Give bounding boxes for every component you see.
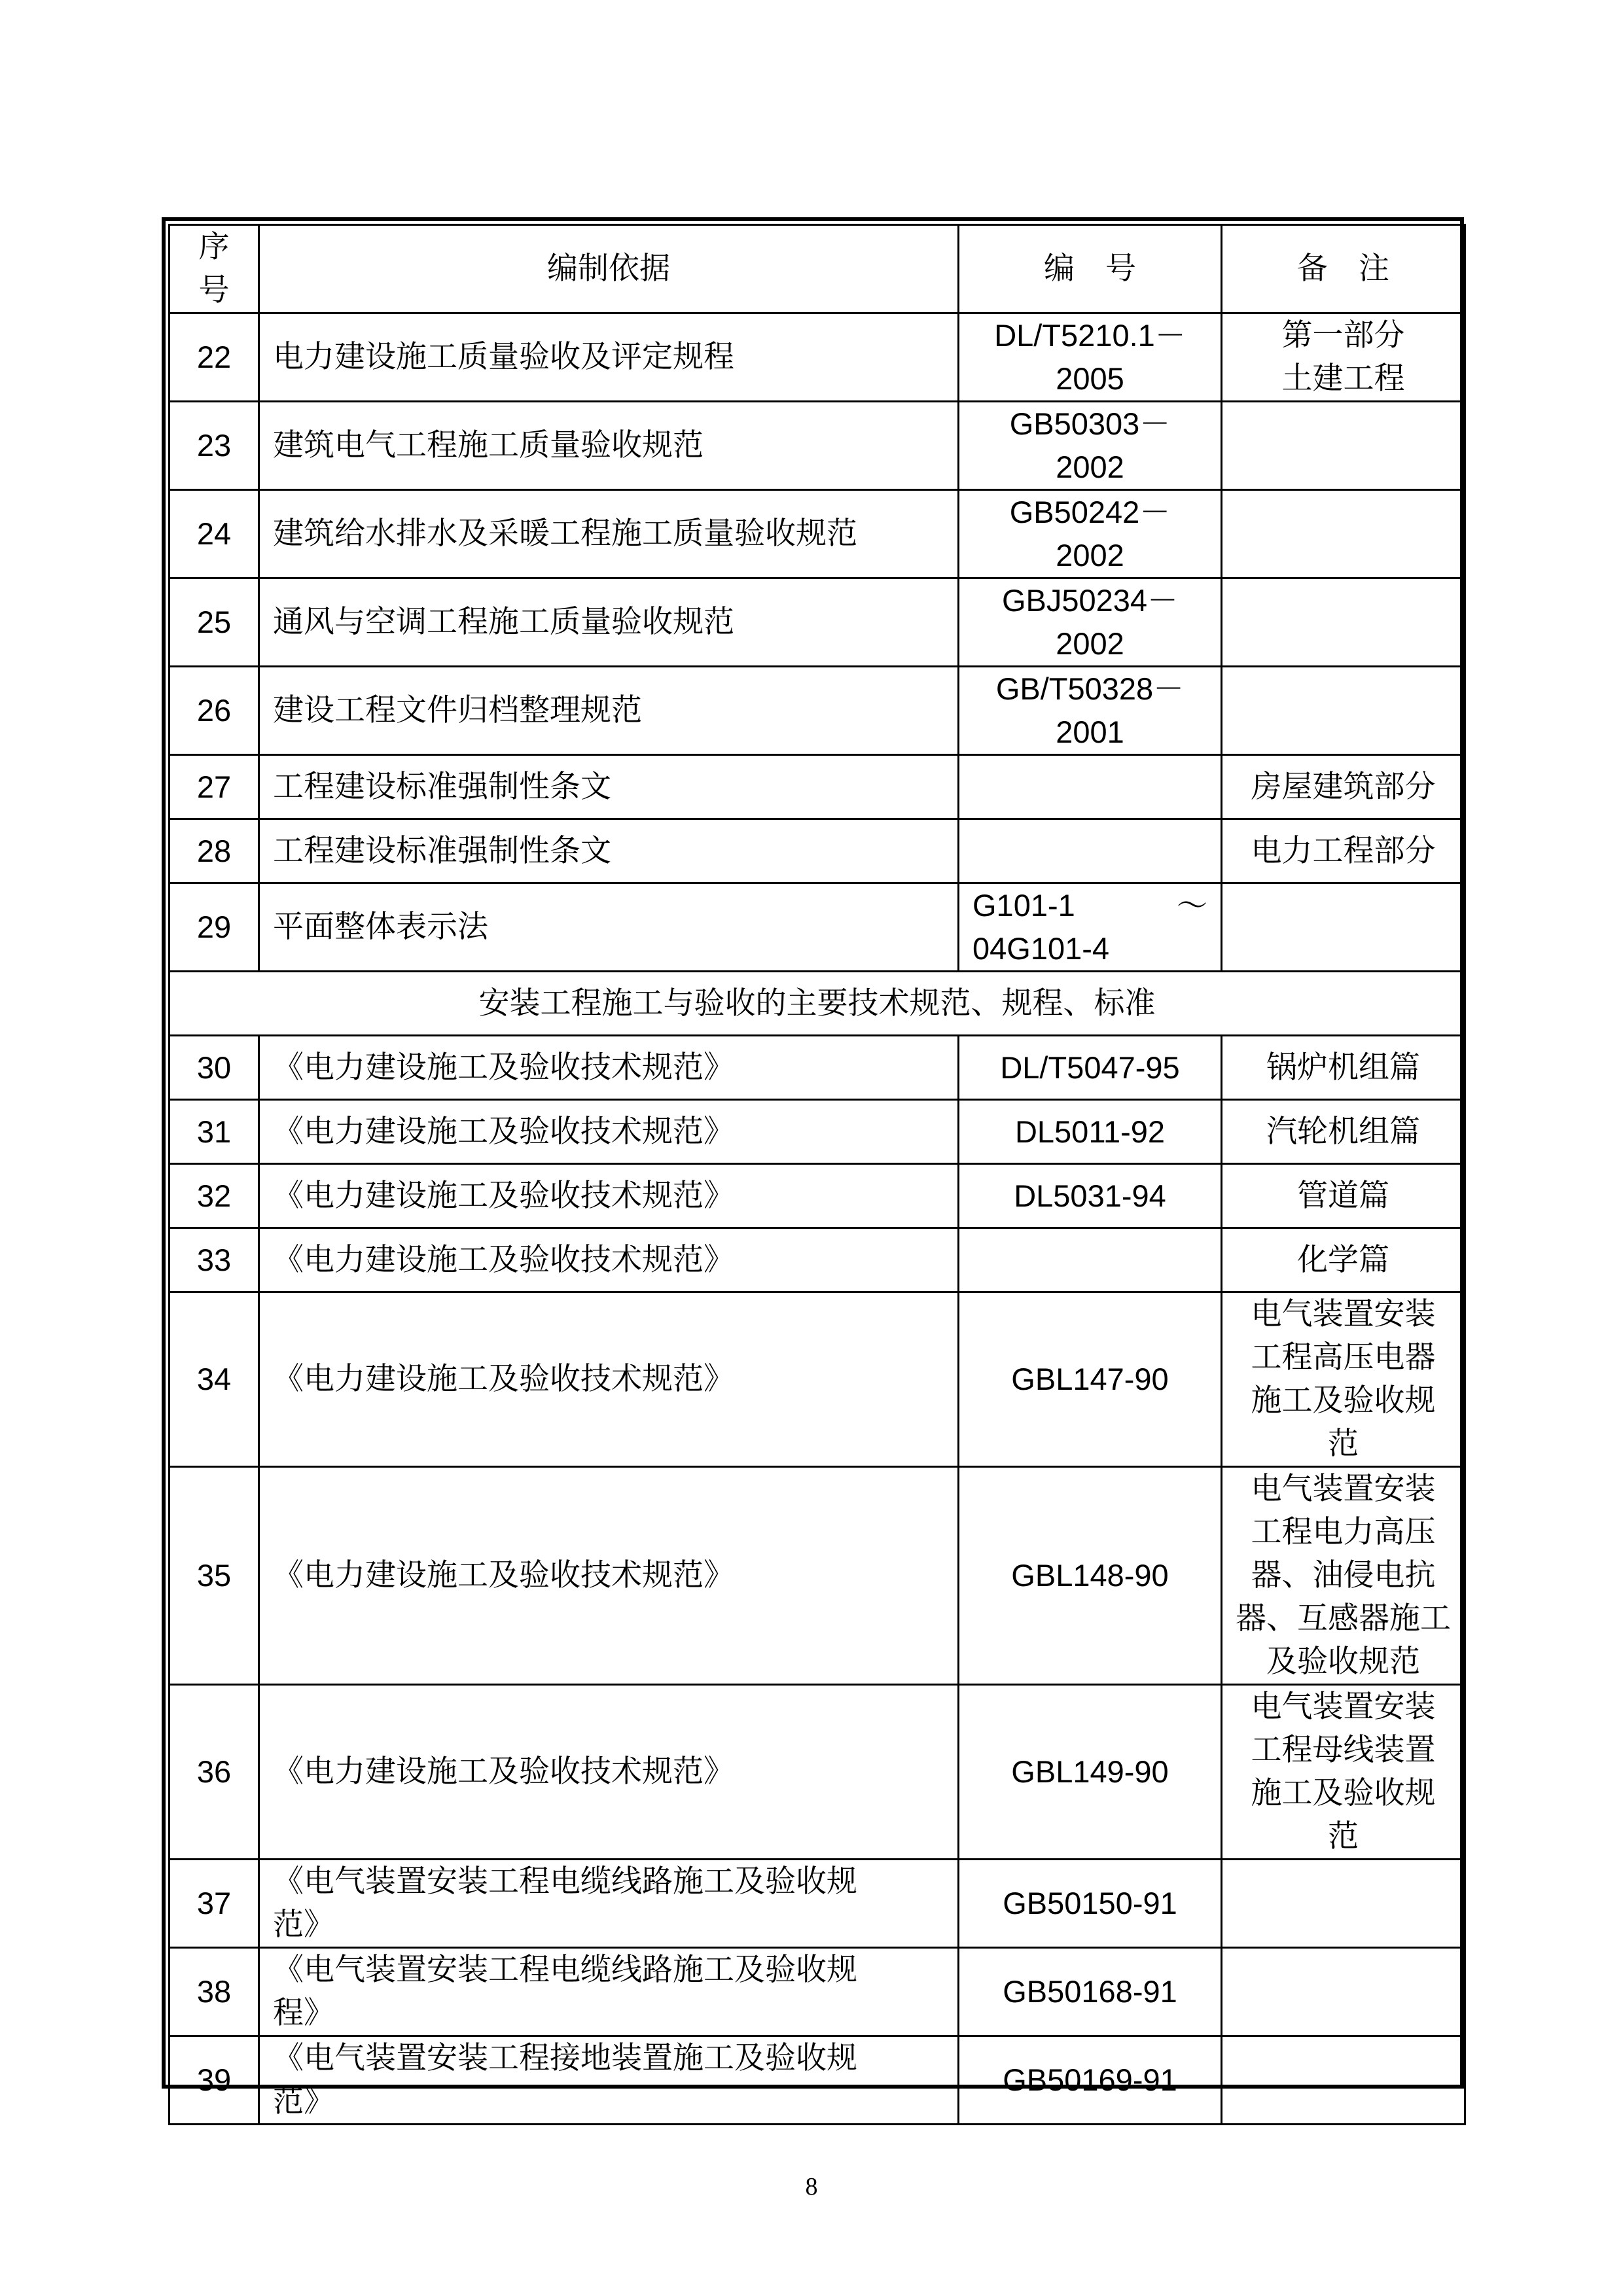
row-note: 锅炉机组篇 (1222, 1036, 1465, 1100)
header-note: 备 注 (1222, 225, 1465, 313)
row-name: 建筑给水排水及采暖工程施工质量验收规范 (259, 490, 959, 578)
table-row (169, 578, 1465, 667)
table-row (169, 1164, 1465, 1228)
row-no: 34 (169, 1292, 259, 1467)
row-no: 30 (169, 1036, 259, 1100)
row-no: 36 (169, 1685, 259, 1860)
row-code (959, 819, 1222, 883)
table-row (169, 402, 1465, 490)
row-no: 25 (169, 578, 259, 667)
row-no: 37 (169, 1860, 259, 1948)
row-note: 第一部分 土建工程 (1222, 313, 1465, 402)
table-row (169, 490, 1465, 578)
row-name: 通风与空调工程施工质量验收规范 (259, 578, 959, 667)
row-note: 电力工程部分 (1222, 819, 1465, 883)
row-name: 《电气装置安装工程电缆线路施工及验收规 程》 (259, 1948, 959, 2036)
row-no: 33 (169, 1228, 259, 1292)
row-note: 房屋建筑部分 (1222, 755, 1465, 819)
row-no: 24 (169, 490, 259, 578)
row-no: 35 (169, 1467, 259, 1685)
row-note (1222, 490, 1465, 578)
row-code: DL/T5047-95 (959, 1036, 1222, 1100)
row-code: G101-1 ～ 04G101-4 (959, 883, 1222, 972)
row-name: 工程建设标准强制性条文 (259, 819, 959, 883)
row-code: DL5031-94 (959, 1164, 1222, 1228)
row-code: DL5011-92 (959, 1100, 1222, 1164)
row-note: 管道篇 (1222, 1164, 1465, 1228)
row-note (1222, 578, 1465, 667)
row-note (1222, 2036, 1465, 2125)
row-note: 电气装置安装 工程母线装置 施工及验收规 范 (1222, 1685, 1465, 1860)
section-heading-row (169, 972, 1465, 1036)
row-code: GBL147-90 (959, 1292, 1222, 1467)
row-no: 22 (169, 313, 259, 402)
row-name: 《电力建设施工及验收技术规范》 (259, 1100, 959, 1164)
row-note (1222, 667, 1465, 755)
section-title: 安装工程施工与验收的主要技术规范、规程、标准 (169, 972, 1465, 1036)
row-code: DL/T5210.1－ 2005 (959, 313, 1222, 402)
row-no: 26 (169, 667, 259, 755)
standards-table (168, 224, 1466, 2125)
row-no: 39 (169, 2036, 259, 2125)
row-name: 建筑电气工程施工质量验收规范 (259, 402, 959, 490)
table-row (169, 313, 1465, 402)
table-row (169, 2036, 1465, 2125)
row-name: 工程建设标准强制性条文 (259, 755, 959, 819)
table-row (169, 1467, 1465, 1685)
row-no: 28 (169, 819, 259, 883)
table-row (169, 819, 1465, 883)
row-name: 《电力建设施工及验收技术规范》 (259, 1036, 959, 1100)
table-row (169, 1292, 1465, 1467)
row-code (959, 755, 1222, 819)
row-code: GBL148-90 (959, 1467, 1222, 1685)
row-code: GB50169-91 (959, 2036, 1222, 2125)
row-note: 汽轮机组篇 (1222, 1100, 1465, 1164)
row-no: 38 (169, 1948, 259, 2036)
row-name: 《电力建设施工及验收技术规范》 (259, 1467, 959, 1685)
row-code: GB/T50328－ 2001 (959, 667, 1222, 755)
row-name: 《电力建设施工及验收技术规范》 (259, 1292, 959, 1467)
row-name: 《电气装置安装工程接地装置施工及验收规 范》 (259, 2036, 959, 2125)
table-row (169, 1685, 1465, 1860)
row-name: 电力建设施工质量验收及评定规程 (259, 313, 959, 402)
row-note: 化学篇 (1222, 1228, 1465, 1292)
header-no: 序 号 (169, 225, 259, 313)
row-no: 31 (169, 1100, 259, 1164)
row-code: GBJ50234－ 2002 (959, 578, 1222, 667)
row-no: 32 (169, 1164, 259, 1228)
row-no: 27 (169, 755, 259, 819)
row-name: 《电力建设施工及验收技术规范》 (259, 1228, 959, 1292)
row-name: 《电力建设施工及验收技术规范》 (259, 1685, 959, 1860)
row-name: 建设工程文件归档整理规范 (259, 667, 959, 755)
table-row (169, 755, 1465, 819)
row-note (1222, 402, 1465, 490)
table-row (169, 667, 1465, 755)
row-note (1222, 1860, 1465, 1948)
table-row (169, 883, 1465, 972)
table-row (169, 1860, 1465, 1948)
document-table-frame (162, 217, 1464, 2119)
header-basis: 编制依据 (259, 225, 959, 313)
row-no: 23 (169, 402, 259, 490)
table-row (169, 1036, 1465, 1100)
row-name: 《电气装置安装工程电缆线路施工及验收规 范》 (259, 1860, 959, 1948)
page-number: 8 (805, 2173, 818, 2200)
row-code: GB50150-91 (959, 1860, 1222, 1948)
row-code: GBL149-90 (959, 1685, 1222, 1860)
row-note: 电气装置安装 工程高压电器 施工及验收规 范 (1222, 1292, 1465, 1467)
row-code (959, 1228, 1222, 1292)
row-note (1222, 883, 1465, 972)
row-name: 平面整体表示法 (259, 883, 959, 972)
row-code: GB50242－ 2002 (959, 490, 1222, 578)
table-row (169, 1228, 1465, 1292)
row-code: GB50303－ 2002 (959, 402, 1222, 490)
row-no: 29 (169, 883, 259, 972)
header-code: 编 号 (959, 225, 1222, 313)
header-row (169, 225, 1465, 313)
row-note (1222, 1948, 1465, 2036)
table-row (169, 1100, 1465, 1164)
table-row (169, 1948, 1465, 2036)
row-note: 电气装置安装 工程电力高压 器、油侵电抗 器、互感器施工 及验收规范 (1222, 1467, 1465, 1685)
row-code: GB50168-91 (959, 1948, 1222, 2036)
row-name: 《电力建设施工及验收技术规范》 (259, 1164, 959, 1228)
